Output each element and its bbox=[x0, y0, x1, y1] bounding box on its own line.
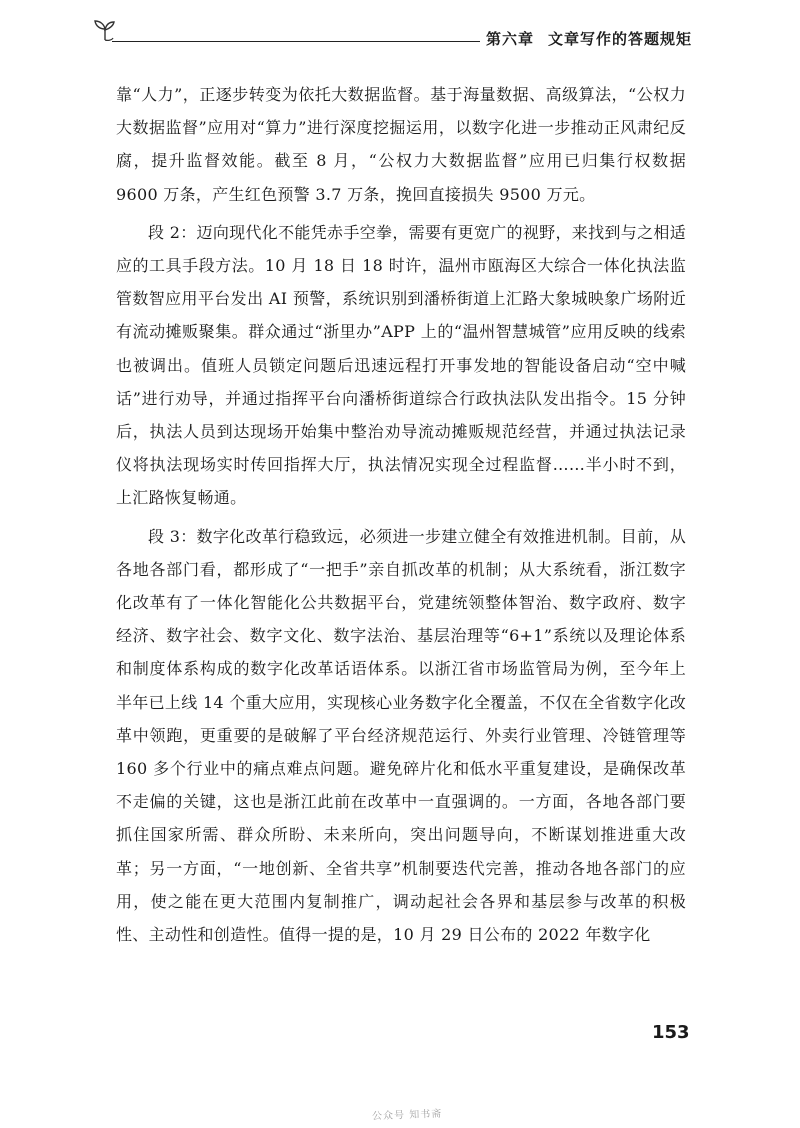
paragraph-continuation: 靠“人力”，正逐步转变为依托大数据监督。基于海量数据、高级算法，“公权力大数据监督”应用对“算力”进行深度挖掘运用，以数字化进一步推动正风肃纪反腐，提升监督效能。截至 8 月，“公权力大数据监督”应用已归集行权数据 9600 万条，产生红色预警 3.7 万条，挽回直接损失 9500 万元。 bbox=[116, 85, 686, 204]
header-rule bbox=[112, 41, 480, 42]
leaf-sprout-icon bbox=[92, 18, 118, 42]
paragraph-section-3: 段 3：数字化改革行稳致远，必须进一步建立健全有效推进机制。目前，从各地各部门看，都形成了“一把手”亲自抓改革的机制；从大系统看，浙江数字化改革有了一体化智能化公共数据平台，党建统领整体智治、数字政府、数字经济、数字社会、数字文化、数字法治、基层治理等“6+1”系统以及理论体系和制度体系构成的数字化改革话语体系。以浙江省市场监管局为例，至今年上半年已上线 14 个重大应用，实现核心业务数字化全覆盖，不仅在全省数字化改革中领跑，更重要的是破解了平台经济规范运行、外卖行业管理、冷链管理等 160 多个行业中的痛点难点问题。避免碎片化和低水平重复建设，是确保改革不走偏的关键，这也是浙江此前在改革中一直强调的。一方面，各地各部门要抓住国家所需、群众所盼、未来所向，突出问题导向，不断谋划推进重大改革；另一方面，“一地创新、全省共享”机制要迭代完善，推动各地各部门的应用，使之能在更大范围内复制推广，调动起社会各界和基层参与改革的积极性、主动性和创造性。值得一提的是，10 月 29 日公布的 2022 年数字化 bbox=[116, 526, 686, 945]
page-number: 153 bbox=[652, 1022, 690, 1043]
paragraph-section-2: 段 2：迈向现代化不能凭赤手空拳，需要有更宽广的视野，来找到与之相适应的工具手段方法。10 月 18 日 18 时许，温州市瓯海区大综合一体化执法监管数智应用平台发出 AI 预警，系统识别到潘桥街道上汇路大象城映象广场附近有流动摊贩聚集。群众通过“浙里办”APP 上的“温州智慧城管”应用反映的线索也被调出。值班人员锁定问题后迅速远程打开事发地的智能设备启动“空中喊话”进行劝导，并通过指挥平台向潘桥街道综合行政执法队发出指令。15 分钟后，执法人员到达现场开始集中整治劝导流动摊贩规范经营，并通过执法记录仪将执法现场实时传回指挥大厅，执法情况实现全过程监督……半小时不到，上汇路恢复畅通。 bbox=[116, 222, 686, 508]
chapter-heading bbox=[486, 28, 692, 49]
watermark: 公众号 知书斋 bbox=[371, 1108, 443, 1123]
chapter-title: 文章写作的答题规矩 bbox=[548, 30, 693, 48]
chapter-number: 第六章 bbox=[486, 30, 535, 48]
body-text bbox=[116, 78, 686, 951]
running-header bbox=[92, 14, 702, 54]
